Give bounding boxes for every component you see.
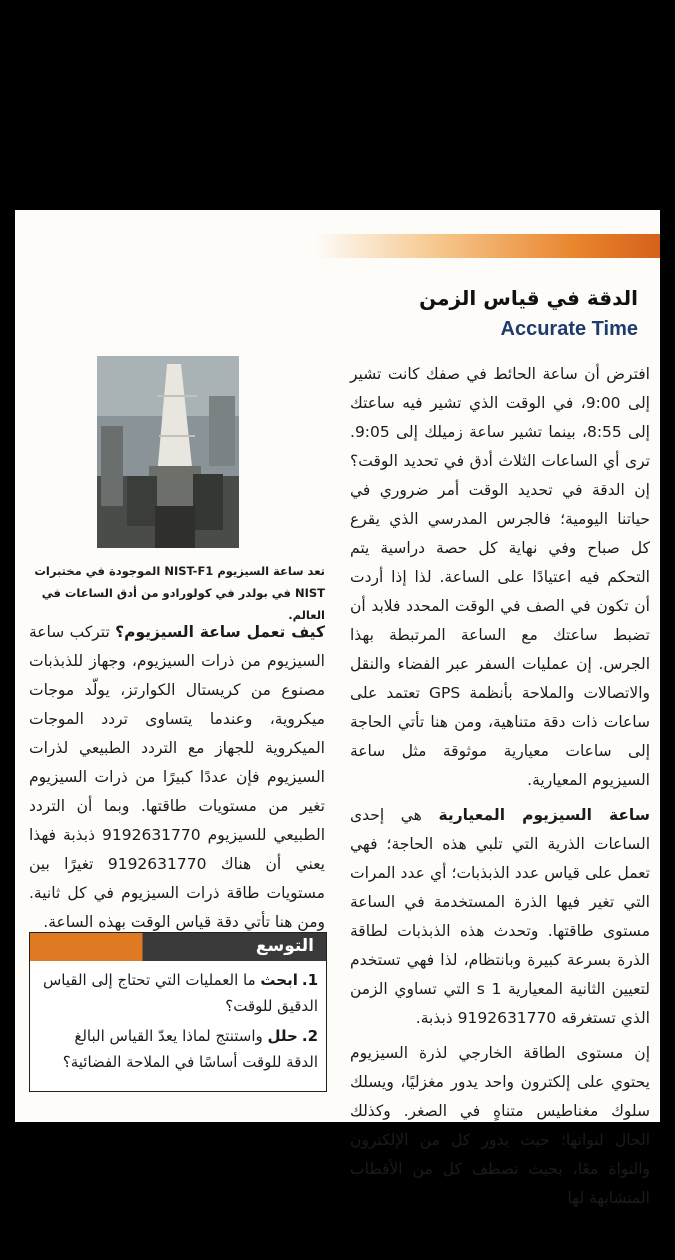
item-number: 1. — [301, 971, 318, 989]
item-text: ما العمليات التي تحتاج إلى القياس الدقيق للوقت؟ — [42, 971, 318, 1015]
list-item — [38, 1023, 318, 1075]
textbook-page — [15, 210, 660, 1254]
left-body-text — [29, 618, 325, 937]
expand-box — [29, 932, 327, 1092]
expand-box-header — [30, 933, 326, 961]
item-text: واستنتج لماذا يعدّ القياس البالغ الدقة للوقت أساسًا في الملاحة الفضائية؟ — [62, 1027, 318, 1071]
right-body-text — [350, 360, 650, 1219]
header-color-band — [315, 234, 660, 258]
list-item — [38, 967, 318, 1019]
paragraph-lead: ساعة السيزيوم المعيارية — [438, 806, 650, 824]
paragraph-intro: افترض أن ساعة الحائط في صفك كانت تشير إلى 9:00، في الوقت الذي تشير فيه ساعتك إلى 8:55، بينما تشير ساعة زميلك إلى 9:05. ترى أي الساعات الثلاث أدق في تحديد الوقت؟ إن الدقة في تحديد الوقت أمر ضروري في حياتنا اليومية؛ فالجرس المدرسي الذي يقرع كل صباح وفي نهاية كل حصة دراسية يتم التحكم فيه اعتيادًا على الساعة. لذا إذا أردت أن تكون في الصف في الوقت المحدد فلابد أن تضبط ساعتك مع الساعة المرتبطة بهذا الجرس. إن عمليات السفر عبر الفضاء والنقل والاتصالات والملاحة بأنظمة GPS تعتمد على ساعات ذات دقة متناهية، ومن هنا تأتي الحاجة إلى ساعات معيارية موثوقة مثل ساعة السيزيوم المعيارية. — [350, 365, 651, 789]
paragraph-body: هي إحدى الساعات الذرية التي تلبي هذه الحاجة؛ فهي تعمل على قياس عدد الذبذبات؛ أي عدد المرات التي تغير فيها الذرة المستخدمة في الساعة مستوى طاقتها. وتحدث هذه الذبذبات لطاقة الذرة بسرعة كبيرة وبانتظام، لذا فهي تستخدم لتعيين الثانية المعيارية 1 s التي تساوي الزمن الذي تستغرقه 9192631770 ذبذبة. — [350, 806, 650, 1027]
item-number: 2. — [301, 1027, 318, 1045]
paragraph-energy-level: إن مستوى الطاقة الخارجي لذرة السيزيوم يحتوي على إلكترون واحد يدور مغزليًا، ويسلك سلوك مغناطيس متناهٍ في الصغر. وكذلك الحال لنواتها؛ حيث يدور كل من الإلكترون والنواة معًا، بحيث تصطف كل من الأقطاب المتشابهة لها — [350, 1044, 650, 1207]
paragraph-how-it-works — [29, 618, 325, 937]
expand-box-title: التوسع — [255, 936, 314, 956]
left-column-top-text: مرة، والأقطاب المختلفة مرة أخرى. فإذا اصطفت الأقطاب المتشابهة تكون ذرة السيزيوم في مستوى طاقة واحد، بينما إذا اصطفت الأقطاب المختلفة تكون الذرة في مستوى طاقة آخر. — [15, 1126, 311, 1254]
section-title-english: Accurate Time — [500, 318, 638, 340]
photo-caption: تعد ساعة السيزيوم NIST-F1 الموجودة في مختبرات NIST في بولدر في كولورادو من أدق الساعات في العالم. — [34, 564, 325, 622]
paragraph-lead: كيف تعمل ساعة السيزيوم؟ — [115, 623, 325, 641]
paragraph-cesium-standard — [350, 801, 650, 1033]
item-verb: ابحث — [260, 971, 298, 989]
expand-questions-list — [38, 967, 318, 1075]
section-title-arabic: الدقة في قياس الزمن — [419, 286, 638, 310]
nist-f1-clock-photo — [97, 356, 239, 548]
item-verb: حلل — [267, 1027, 298, 1045]
paragraph-body: تتركب ساعة السيزيوم من ذرات السيزيوم، وجهاز للذبذبات مصنوع من كريستال الكوارتز، يولّد موجات ميكروية، وعندما يتساوى تردد الموجات الميكروية للجهاز مع التردد الطبيعي لذرات السيزيوم فإن عددًا كبيرًا من ذرات السيزيوم تغير من مستويات طاقتها. وبما أن التردد الطبيعي للسيزيوم 9192631770 ذبذبة فهذا يعني أن هناك 9192631770 تغيرًا بين مستويات طاقة ذرات السيزيوم في كل ثانية. ومن هنا تأتي دقة قياس الوقت بهذه الساعة. — [29, 623, 325, 931]
